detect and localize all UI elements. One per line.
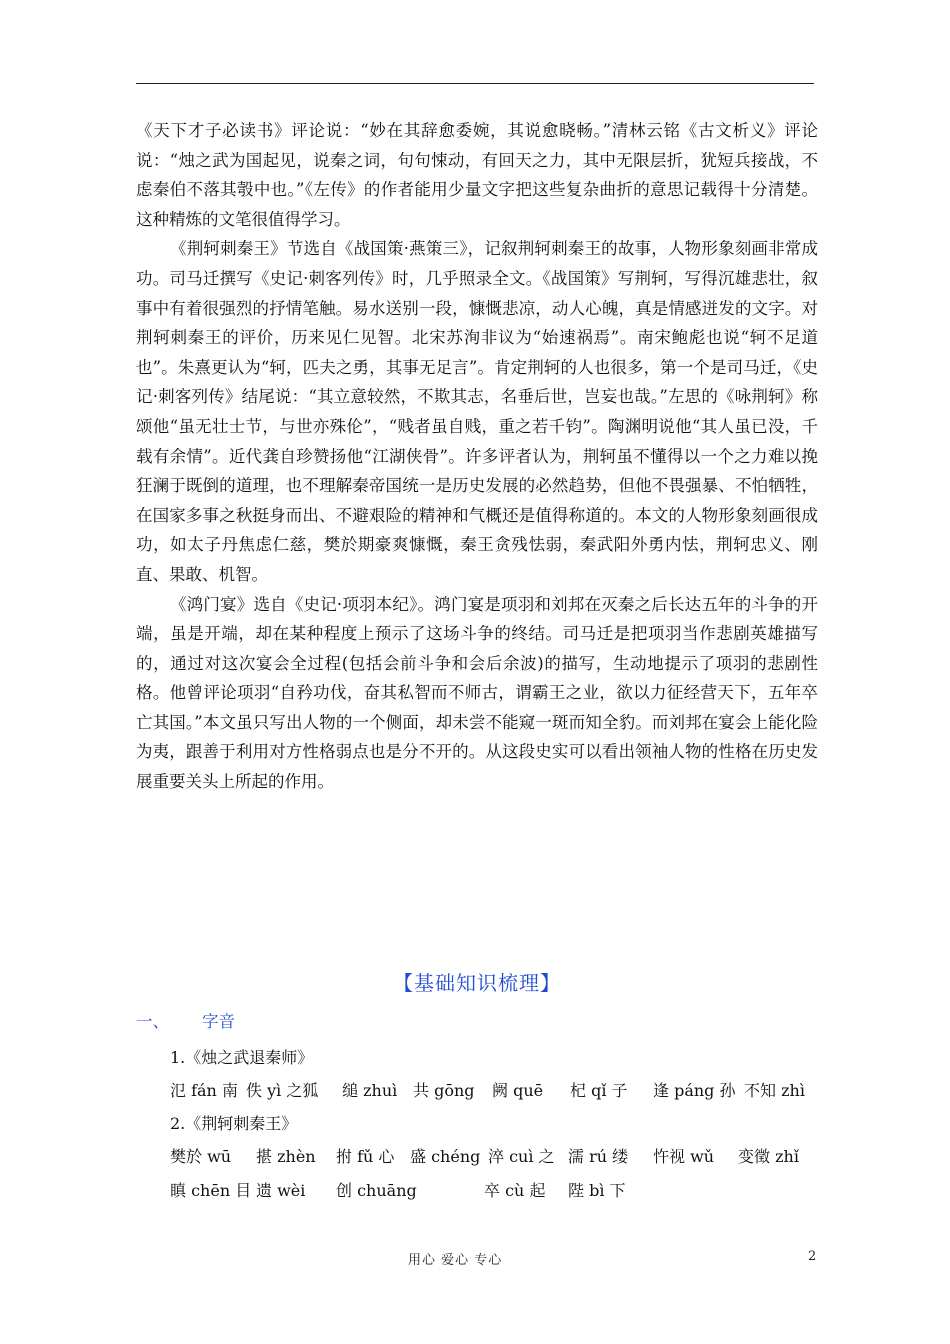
body-text xyxy=(136,116,818,797)
pronunciation-item: 樊於 wū xyxy=(170,1147,232,1166)
pronunciation-item: 逢 páng 孙 xyxy=(653,1081,736,1100)
pronunciation-item: 揕 zhèn xyxy=(256,1147,316,1166)
paragraph-3: 《鸿门宴》选自《史记·项羽本纪》。鸿门宴是项羽和刘邦在灭秦之后长达五年的斗争的开端，虽是开端，却在某种程度上预示了这场斗争的终结。司马迁是把项羽当作悲剧英雄描写的，通过对这次宴会全过程(包括会前斗争和会后余波)的描写，生动地提示了项羽的悲剧性格。他曾评论项羽“自矜功伐，奋其私智而不师古，谓霸王之业，欲以力征经营天下，五年卒亡其国。”本文虽只写出人物的一个侧面，却未尝不能窥一斑而知全豹。而刘邦在宴会上能化险为夷，跟善于利用对方性格弱点也是分不开的。从这段史实可以看出领袖人物的性格在历史发展重要关头上所起的作用。 xyxy=(136,594,818,792)
subsection-2-title: 2.《荆轲刺秦王》 xyxy=(170,1114,298,1133)
pronunciation-item: 卒 cù 起 xyxy=(484,1181,546,1200)
pronunciation-item: 共 gōng xyxy=(413,1081,475,1100)
section-number: 一、 xyxy=(136,1012,169,1031)
pronunciation-item: 阙 quē xyxy=(492,1081,544,1100)
pronunciation-item: 不知 zhì xyxy=(744,1081,805,1100)
paragraph-1: 《天下才子必读书》评论说：“妙在其辞愈委婉，其说愈晓畅。”清林云铭《古文析义》评论说：“烛之武为国起见，说秦之词，句句悚动，有回天之力，其中无限层折，犹短兵接战，不虑秦伯不落其彀中也。”《左传》的作者能用少量文字把这些复杂曲折的意思记载得十分清楚。这种精炼的文笔很值得学习。 xyxy=(136,121,818,229)
header-rule xyxy=(136,83,814,84)
pronunciation-item: 缒 zhuì xyxy=(342,1081,398,1100)
page-number: 2 xyxy=(808,1249,817,1264)
pronunciation-item: 盛 chéng xyxy=(410,1147,481,1166)
pronunciation-item: 变徵 zhǐ xyxy=(738,1147,799,1166)
section-heading: 【基础知识梳理】 xyxy=(393,971,561,995)
pronunciation-item: 遗 wèi xyxy=(256,1181,306,1200)
pronunciation-item: 瞋 chēn 目 xyxy=(170,1181,252,1200)
pronunciation-item: 氾 fán 南 xyxy=(170,1081,238,1100)
pronunciation-item: 陛 bì 下 xyxy=(568,1181,626,1200)
subsection-1-title: 1.《烛之武退秦师》 xyxy=(170,1048,314,1067)
pronunciation-item: 佚 yì 之狐 xyxy=(246,1081,319,1100)
page-footer: 用心 爱心 专心 xyxy=(408,1253,503,1268)
pronunciation-item: 拊 fǔ 心 xyxy=(336,1147,395,1166)
section-label: 字音 xyxy=(202,1012,235,1031)
pronunciation-item: 创 chuāng xyxy=(336,1181,417,1200)
pronunciation-item: 淬 cuì 之 xyxy=(488,1147,555,1166)
section-title xyxy=(136,1008,235,1032)
pronunciation-item: 忤视 wǔ xyxy=(653,1147,715,1166)
pronunciation-item: 杞 qǐ 子 xyxy=(570,1081,628,1100)
pronunciation-item: 濡 rú 缕 xyxy=(568,1147,629,1166)
paragraph-2: 《荆轲刺秦王》节选自《战国策·燕策三》，记叙荆轲刺秦王的故事，人物形象刻画非常成功。司马迁撰写《史记·刺客列传》时，几乎照录全文。《战国策》写荆轲，写得沉雄悲壮，叙事中有着很强烈的抒情笔触。易水送别一段，慷慨悲凉，动人心魄，真是情感迸发的文字。对荆轲刺秦王的评价，历来见仁见智。北宋苏洵非议为“始速祸焉”。南宋鲍彪也说“轲不足道也”。朱熹更认为“轲，匹夫之勇，其事无足言”。肯定荆轲的人也很多，第一个是司马迁，《史记·刺客列传》结尾说：“其立意较然，不欺其志，名垂后世，岂妄也哉。”左思的《咏荆轲》称颂他“虽无壮士节，与世亦殊伦”，“贱者虽自贱，重之若千钧”。陶渊明说他“其人虽已没，千载有余情”。近代龚自珍赞扬他“江湖侠骨”。许多评者认为，荆轲虽不懂得以一个之力难以挽狂澜于既倒的道理，也不理解秦帝国统一是历史发展的必然趋势，但他不畏强暴、不怕牺牲，在国家多事之秋挺身而出、不避艰险的精神和气概还是值得称道的。本文的人物形象刻画很成功，如太子丹焦虑仁慈，樊於期豪爽慷慨，秦王贪残怯弱，秦武阳外勇内怯，荆轲忠义、刚直、果敢、机智。 xyxy=(136,239,818,584)
